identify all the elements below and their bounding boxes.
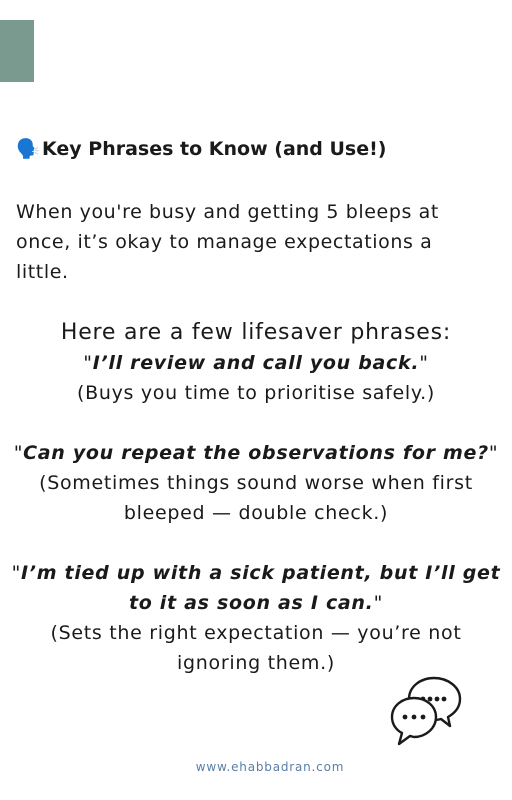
phrase-text: I’m tied up with a sick patient, but I’ll get to it as soon as I can. [21, 562, 501, 614]
phrases-block [8, 318, 504, 678]
phrase-note: (Sometimes things sound worse when first bleeped — double check.) [39, 472, 473, 524]
phrases-lead: Here are a few lifesaver phrases: [60, 320, 452, 345]
speaking-head-icon: 🗣️ [16, 138, 40, 160]
phrase-note: (Sets the right expectation — you’re not ignoring them.) [50, 622, 462, 674]
phrase-text: I’ll review and call you back. [92, 352, 420, 374]
chat-bubbles-icon [390, 676, 462, 746]
phrase-note: (Buys you time to prioritise safely.) [76, 382, 435, 404]
phrase-quote: "I’m tied up with a sick patient, but I’ll get to it as soon as I can." [11, 562, 501, 614]
accent-bar [0, 20, 34, 82]
intro-paragraph: When you're busy and getting 5 bleeps at once, it’s okay to manage expectations a little. [16, 201, 439, 283]
phrase-text: Can you repeat the observations for me? [23, 442, 489, 464]
phrase-quote: "Can you repeat the observations for me?" [13, 442, 499, 464]
footer-website[interactable]: www.ehabbadran.com [195, 760, 345, 774]
spacer [8, 408, 504, 438]
phrase-quote: "I’ll review and call you back." [83, 352, 429, 374]
heading-text: Key Phrases to Know (and Use!) [42, 138, 387, 160]
section-heading [16, 136, 496, 162]
spacer [8, 528, 504, 558]
